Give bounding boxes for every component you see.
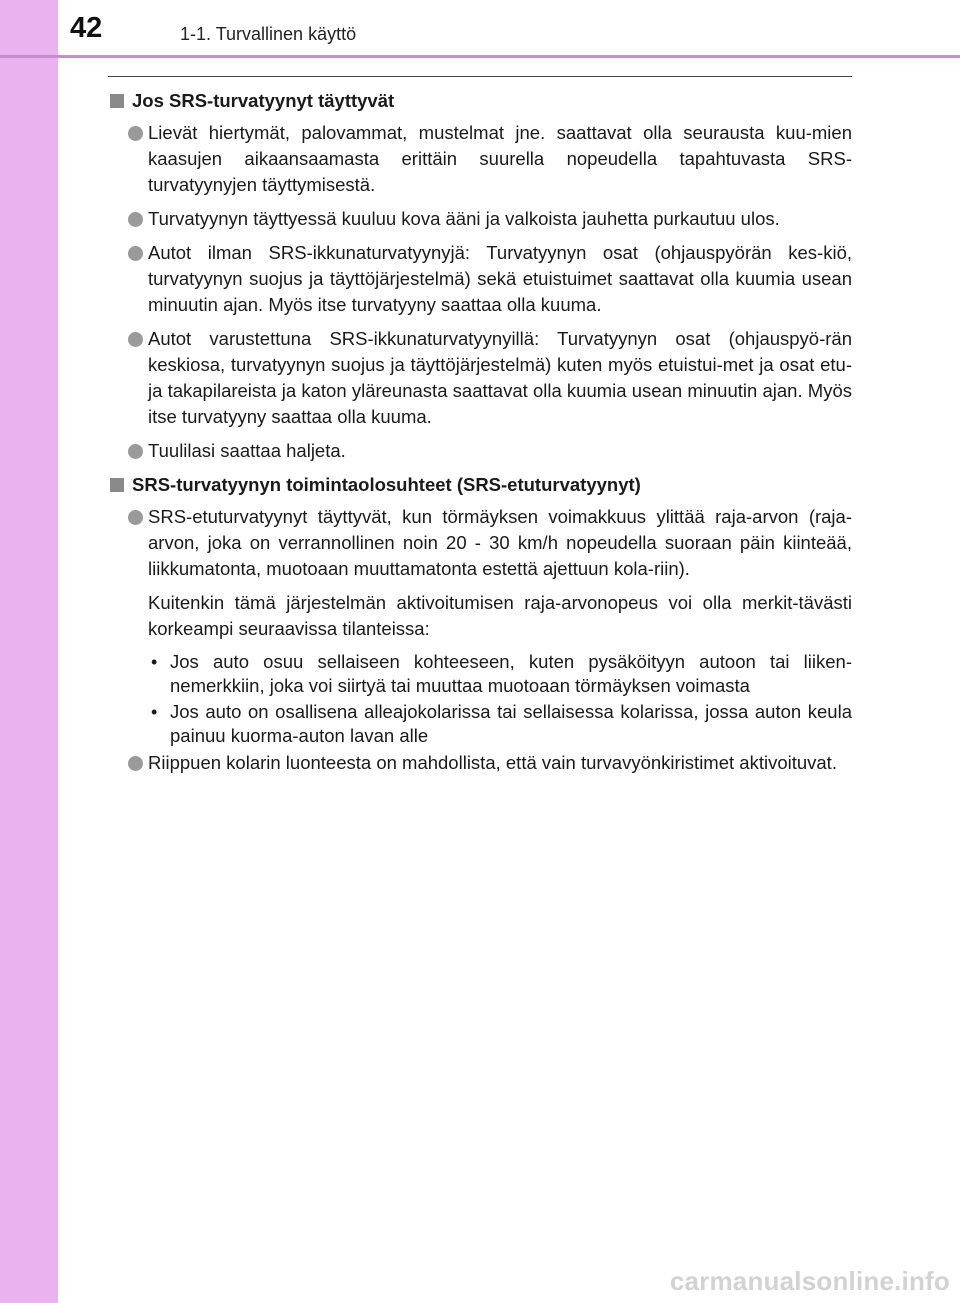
paragraph: Kuitenkin tämä järjestelmän aktivoitumisen raja-arvonopeus voi olla merkit-tävästi korkeampi seuraavissa tilanteissa: [148,592,852,639]
list-item [108,206,852,232]
circle-bullet-icon [128,246,143,261]
page-number: 42 [70,12,103,44]
list-item-text: Autot varustettuna SRS-ikkunaturvatyynyillä: Turvatyynyn osat (ohjauspyö-rän keskiosa, turvatyynyn suojus ja täyttöjärjestelmä) kuten myös etuistui-met ja osat etu- ja takapilareista ja katon yläreunasta saattavat olla kuumia usean minuutin ajan. Myös itse turvatyyny saattaa olla kuuma. [148,328,852,427]
bullet-dot-icon: • [151,652,158,672]
circle-bullet-icon [128,444,143,459]
list-item-text: Autot ilman SRS-ikkunaturvatyynyjä: Turvatyynyn osat (ohjauspyörän kes-kiö, turvatyynyn suojus ja täyttöjärjestelmä) sekä etuistuimet saattavat olla kuumia usean minuutin ajan. Myös itse turvatyyny saattaa olla kuuma. [148,242,852,315]
square-marker-icon [110,478,124,492]
section-title: 1-1. Turvallinen käyttö [180,24,357,44]
list-item [108,326,852,430]
list-item-text: Turvatyynyn täyttyessä kuuluu kova ääni ja valkoista jauhetta purkautuu ulos. [148,208,780,229]
section-heading [108,88,852,114]
list-item [108,750,852,776]
sub-list-item [108,650,852,698]
list-item-text: Riippuen kolarin luonteesta on mahdollista, että vain turvavyönkiristimet aktivoituvat. [148,752,837,773]
circle-bullet-icon [128,332,143,347]
header-divider [0,55,960,58]
circle-bullet-icon [128,126,143,141]
watermark: carmanualsonline.info [669,1266,950,1296]
list-item [108,504,852,582]
list-item-text: Tuulilasi saattaa haljeta. [148,440,346,461]
sub-list-item-text: Jos auto on osallisena alleajokolarissa tai sellaisessa kolarissa, jossa auton keula painuu kuorma-auton lavan alle [170,701,852,746]
page-margin-tab [0,0,58,1303]
list-item [108,240,852,318]
circle-bullet-icon [128,212,143,227]
section-heading-text: SRS-turvatyynyn toimintaolosuhteet (SRS-etuturvatyynyt) [132,474,641,495]
sub-list-item-text: Jos auto osuu sellaiseen kohteeseen, kuten pysäköityyn autoon tai liiken-nemerkkiin, joka voi siirtyä tai muuttaa muotoaan törmäyksen voimasta [170,651,852,696]
content-top-rule [108,76,852,77]
section-heading [108,472,852,498]
list-item [108,438,852,464]
list-item-text: Lievät hiertymät, palovammat, mustelmat jne. saattavat olla seurausta kuu-mien kaasujen aikaansaamasta erittäin suurella nopeudella tapahtuvasta SRS-turvatyynyjen täyttymisestä. [148,122,852,195]
bullet-dot-icon: • [151,702,158,722]
circle-bullet-icon [128,756,143,771]
sub-list-item [108,700,852,748]
list-item [108,120,852,198]
section-heading-text: Jos SRS-turvatyynyt täyttyvät [132,90,395,111]
list-item-text: SRS-etuturvatyynyt täyttyvät, kun törmäyksen voimakkuus ylittää raja-arvon (raja-arvon, joka on verrannollinen noin 20 - 30 km/h nopeudella suoraan päin kiinteää, liikkumatonta, muotoaan muuttamatonta estettä ajettuun kola-riin). [148,506,852,579]
circle-bullet-icon [128,510,143,525]
square-marker-icon [110,94,124,108]
main-content [108,84,852,784]
